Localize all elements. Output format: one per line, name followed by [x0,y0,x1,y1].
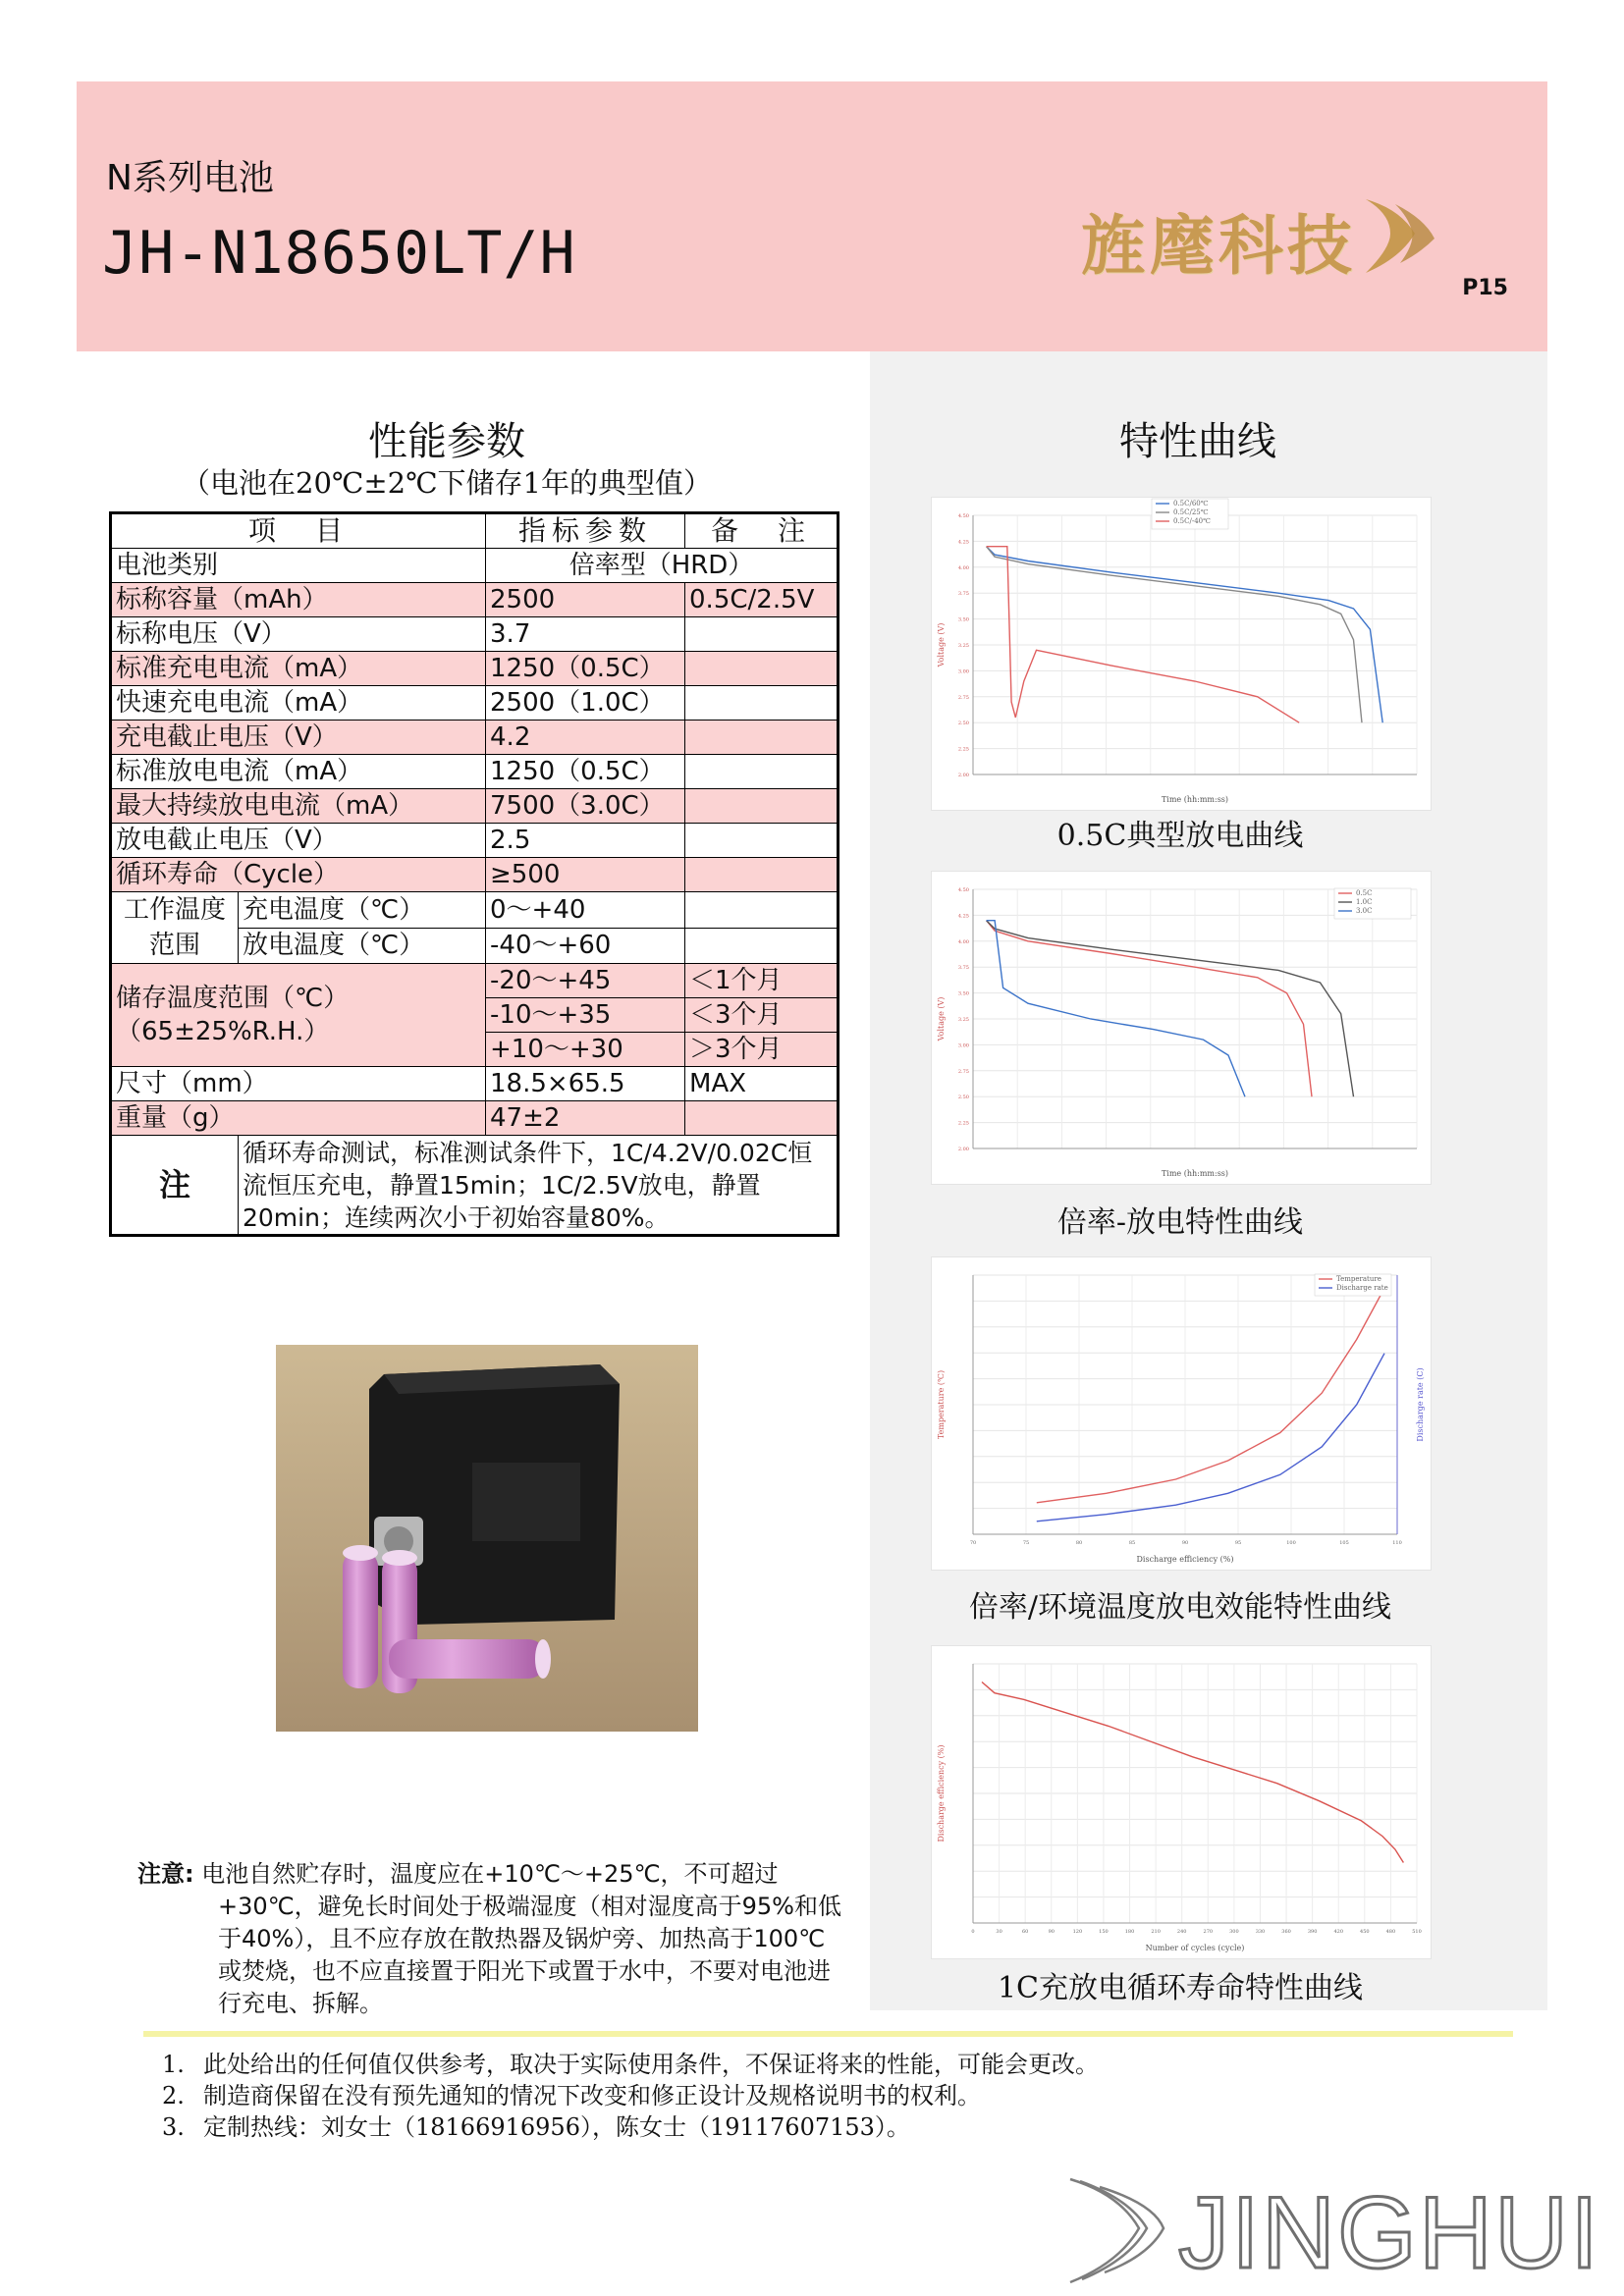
y-tick-label: 3.50 [957,990,969,997]
footer-divider [143,2031,1513,2037]
legend-label: 0.5C/-40℃ [1173,517,1211,525]
table-row [111,686,839,721]
caution-text: 电池自然贮存时，温度应在+10℃～+25℃，不可超过+30℃，避免长时间处于极端湿度（相对湿度高于95%和低于40%），且不应存放在散热器及锅炉旁、加热高于100℃或焚烧，也不应直接置于阳光下或置于水中，不要对电池进行充电、拆解。 [201,1860,841,2017]
cell-value: +10～+30 [486,1033,685,1067]
brand-name: 旌麾科技 [1080,207,1356,284]
cell-item: 充电温度（℃） [239,892,486,929]
footnote-text: 制造商保留在没有预先通知的情况下改变和修正设计及规格说明书的权利。 [203,2082,981,2109]
note-label: 注 [111,1136,239,1236]
y-tick-label: 2.75 [957,694,969,701]
table-row [111,583,839,617]
cell-note: MAX [685,1067,839,1101]
sail-logo-icon [1070,2179,1164,2282]
x-axis-label: Number of cycles (cycle) [1145,1944,1245,1952]
cell-value: 47±2 [486,1101,685,1136]
cell-item: 电池类别 [111,549,486,583]
work-temp-label-2: 范围 [148,931,200,960]
cell-item: 最大持续放电电流（mA） [111,789,486,824]
cell-value: 0～+40 [486,892,685,929]
plot-background [932,1257,1431,1570]
x-tick-label: 210 [1151,1929,1161,1935]
y-tick-label: 3.50 [957,616,969,623]
x-tick-label: 480 [1385,1929,1396,1935]
footnote-number: 2. [162,2082,185,2109]
cell-note [685,789,839,824]
y-tick-label: 3.25 [957,1017,969,1023]
sail-logo-icon [1361,189,1439,278]
cell-value: 7500（3.0C） [486,789,685,824]
cell-storage-label [111,964,486,1067]
x-axis-label: Time (hh:mm:ss) [1161,1169,1229,1178]
cell-note: ＜3个月 [685,998,839,1033]
y-tick-label: 2.75 [957,1068,969,1075]
footnote-item [162,2080,1340,2111]
chart-caption: 0.5C典型放电曲线 [1056,819,1304,853]
table-row [111,652,839,686]
x-tick-label: 420 [1333,1929,1344,1935]
y-tick-label: 3.75 [957,965,969,972]
cell-note: ＜1个月 [685,964,839,998]
cell-value: 倍率型（HRD） [486,549,839,583]
y-tick-label: 2.50 [957,721,969,727]
x-tick-label: 105 [1339,1540,1349,1546]
table-row [111,892,839,929]
x-tick-label: 180 [1124,1929,1135,1935]
table-row [111,721,839,755]
y2-axis-label: Discharge rate (C) [1416,1367,1425,1442]
jinghui-logo [1060,2169,1610,2287]
chart-efficiency [931,1256,1432,1571]
cell-note [685,858,839,892]
cell-item: 放电温度（℃） [239,928,486,964]
table-row [111,858,839,892]
x-tick-label: 330 [1255,1929,1266,1935]
table-row [111,549,839,583]
x-tick-label: 120 [1072,1929,1083,1935]
cell-note [685,686,839,721]
table-row [111,755,839,789]
x-axis-label: Discharge efficiency (%) [1136,1555,1234,1564]
plot-background [932,1646,1431,1958]
x-tick-label: 75 [1022,1540,1030,1546]
x-tick-label: 80 [1075,1540,1083,1546]
cell-note: 0.5C/2.5V [685,583,839,617]
table-row [111,1101,839,1136]
model-title: JH-N18650LT/H [102,219,576,288]
spec-table [109,511,839,1237]
x-tick-label: 510 [1412,1929,1422,1935]
footnotes [162,2049,1340,2143]
cell-note [685,721,839,755]
y-tick-label: 2.50 [957,1095,969,1101]
legend-label: Discharge rate [1336,1284,1388,1292]
cell-work-temp-label [111,892,239,964]
cell-value: -40～+60 [486,928,685,964]
curves-title: 特性曲线 [1119,419,1276,464]
legend-label: 0.5C/60℃ [1173,500,1209,507]
y-tick-label: 4.25 [957,913,969,920]
footnote-number: 3. [162,2113,185,2141]
cell-note [685,617,839,652]
cell-item: 重量（g） [111,1101,486,1136]
x-tick-label: 110 [1392,1540,1402,1546]
legend-label: 1.0C [1356,898,1373,906]
y-tick-label: 4.00 [957,564,969,571]
table-row [111,789,839,824]
footnote-item [162,2049,1340,2080]
column-header-value: 指标参数 [486,513,685,549]
table-row [111,964,839,998]
legend-label: 0.5C/25℃ [1173,508,1209,516]
page-number: P15 [1462,276,1508,300]
cell-item: 放电截止电压（V） [111,824,486,858]
x-tick-label: 95 [1234,1540,1242,1546]
x-tick-label: 70 [969,1540,977,1546]
work-temp-label-1: 工作温度 [123,895,226,925]
x-tick-label: 100 [1286,1540,1296,1546]
cell-value: 3.7 [486,617,685,652]
chart-caption: 倍率-放电特性曲线 [1056,1205,1304,1240]
cell-item: 标称容量（mAh） [111,583,486,617]
cell-note [685,1101,839,1136]
x-tick-label: 30 [996,1929,1002,1935]
chart-caption: 倍率/环境温度放电效能特性曲线 [968,1590,1392,1625]
y-tick-label: 2.25 [957,746,969,753]
y-tick-label: 4.25 [957,539,969,546]
footer-brand-text: JINGHUI [1178,2176,1600,2287]
cell-item: 快速充电电流（mA） [111,686,486,721]
caution-label: 注意: [137,1860,194,1888]
note-row [111,1136,839,1236]
cell-item: 标准放电电流（mA） [111,755,486,789]
caution-note [137,1858,844,2020]
battery-pack-image [276,1345,698,1732]
series-label: N系列电池 [106,158,274,198]
cell-value: 4.2 [486,721,685,755]
x-tick-label: 360 [1281,1929,1291,1935]
x-tick-label: 390 [1307,1929,1318,1935]
product-photo [276,1345,698,1732]
legend-label: 3.0C [1356,907,1373,915]
y-tick-label: 2.00 [957,773,969,778]
footnote-item [162,2111,1340,2143]
cell-note [685,755,839,789]
y-axis-label: Voltage (V) [937,996,946,1041]
y-tick-label: 4.00 [957,938,969,945]
performance-subtitle: （电池在20℃±2℃下储存1年的典型值） [182,466,712,500]
cell-value: 2500（1.0C） [486,686,685,721]
y-axis-label: Voltage (V) [937,622,946,667]
x-tick-label: 450 [1360,1929,1370,1935]
y-tick-label: 2.25 [957,1120,969,1127]
chart-caption: 1C充放电循环寿命特性曲线 [997,1971,1364,2005]
x-tick-label: 150 [1099,1929,1109,1935]
cell-value: 1250（0.5C） [486,652,685,686]
cell-value: 2.5 [486,824,685,858]
column-header-item: 项 目 [111,513,486,549]
cell-item: 标准充电电流（mA） [111,652,486,686]
storage-label-1: 储存温度范围（℃） [116,984,350,1013]
cell-item: 尺寸（mm） [111,1067,486,1101]
performance-title: 性能参数 [368,419,525,464]
y-tick-label: 4.50 [957,887,969,893]
x-tick-label: 300 [1229,1929,1239,1935]
legend-label: Temperature [1336,1275,1381,1283]
chart-cycle-life [931,1645,1432,1959]
footnote-text: 此处给出的任何值仅供参考，取决于实际使用条件，不保证将来的性能，可能会更改。 [203,2051,1099,2078]
footnote-text: 定制热线：刘女士（18166916956），陈女士（19117607153）。 [203,2113,910,2141]
y-tick-label: 3.00 [957,1042,969,1049]
cell-value: 18.5×65.5 [486,1067,685,1101]
cell-value: -20～+45 [486,964,685,998]
x-axis-label: Time (hh:mm:ss) [1161,795,1229,804]
cell-note [685,892,839,929]
cell-item: 标称电压（V） [111,617,486,652]
x-tick-label: 0 [971,1929,975,1935]
y-tick-label: 4.50 [957,513,969,519]
brand-logo [1081,189,1439,287]
x-tick-label: 60 [1021,1929,1029,1935]
y-tick-label: 3.25 [957,643,969,649]
y-axis-label: Temperature (℃) [937,1369,946,1440]
x-tick-label: 90 [1048,1929,1055,1935]
header-banner [77,81,1547,351]
plot-background [932,498,1431,810]
footnote-number: 1. [162,2051,185,2078]
cell-note: ＞3个月 [685,1033,839,1067]
table-row [111,617,839,652]
cell-value: 2500 [486,583,685,617]
y-tick-label: 2.00 [957,1147,969,1152]
cell-item: 充电截止电压（V） [111,721,486,755]
column-header-note: 备 注 [685,513,839,549]
chart-rate-discharge [931,871,1432,1185]
y-tick-label: 3.75 [957,591,969,598]
x-tick-label: 90 [1181,1540,1189,1546]
legend-label: 0.5C [1356,889,1373,897]
chart-discharge-0-5c [931,497,1432,811]
cell-item: 循环寿命（Cycle） [111,858,486,892]
table-row [111,824,839,858]
x-tick-label: 270 [1203,1929,1214,1935]
x-tick-label: 85 [1128,1540,1136,1546]
y-axis-label: Discharge efficiency (%) [937,1744,946,1842]
note-text: 循环寿命测试，标准测试条件下，1C/4.2V/0.02C恒流恒压充电，静置15min；1C/2.5V放电，静置20min；连续两次小于初始容量80%。 [239,1136,839,1236]
y-tick-label: 3.00 [957,668,969,675]
cell-value: 1250（0.5C） [486,755,685,789]
cell-value: -10～+35 [486,998,685,1033]
table-row [111,1067,839,1101]
cell-note [685,928,839,964]
cell-value: ≥500 [486,858,685,892]
table-header-row [111,513,839,549]
x-tick-label: 240 [1176,1929,1187,1935]
cell-note [685,652,839,686]
cell-note [685,824,839,858]
storage-label-2: （65±25%R.H.） [116,1017,330,1046]
